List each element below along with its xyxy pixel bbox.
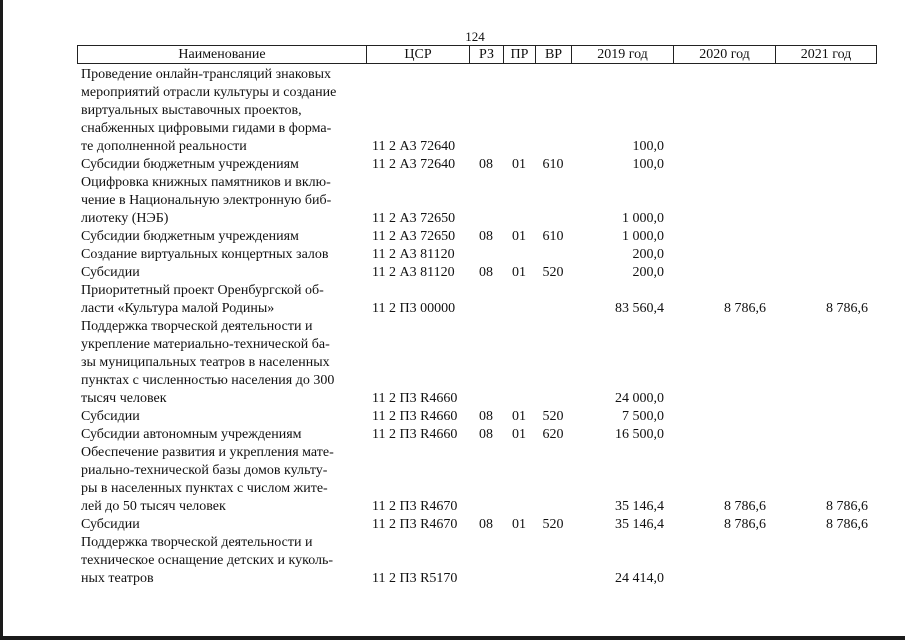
header-pr: ПР — [504, 46, 536, 63]
row-name-line: Поддержка творческой деятельности и — [81, 319, 313, 334]
table-row — [77, 246, 877, 264]
page-number: 124 — [465, 29, 485, 44]
row-csr: 11 2 П3 R4660 — [372, 391, 458, 406]
table-row — [77, 264, 877, 282]
row-name-line: чение в Национальную электронную биб- — [81, 193, 332, 208]
row-name — [77, 264, 366, 282]
row-pr: 01 — [512, 517, 526, 532]
row-pr: 01 — [512, 157, 526, 172]
row-vr: 610 — [542, 157, 564, 172]
row-rz: 08 — [479, 157, 493, 172]
row-name-line: Создание виртуальных концертных залов — [81, 247, 329, 262]
row-vr: 520 — [542, 409, 564, 424]
row-2020: 8 786,6 — [724, 301, 766, 316]
row-name — [77, 282, 366, 318]
row-pr: 01 — [512, 265, 526, 280]
row-2019: 35 146,4 — [615, 499, 664, 514]
row-csr: 11 2 П3 R4660 — [372, 427, 458, 442]
row-name-line: Субсидии — [81, 517, 140, 532]
row-csr: 11 2 А3 81120 — [372, 265, 455, 280]
row-rz: 08 — [479, 265, 493, 280]
row-rz: 08 — [479, 229, 493, 244]
table-row — [77, 174, 877, 228]
row-name-line: Субсидии — [81, 409, 140, 424]
row-csr: 11 2 А3 72650 — [372, 211, 456, 226]
table-row — [77, 156, 877, 174]
row-name-line: Субсидии бюджетным учреждениям — [81, 157, 299, 172]
row-2019: 100,0 — [632, 139, 664, 154]
row-2021: 8 786,6 — [826, 301, 868, 316]
table-row — [77, 66, 877, 156]
row-name-line: снабженных цифровыми гидами в форма- — [81, 121, 332, 136]
row-2019: 100,0 — [632, 157, 664, 172]
row-2019: 200,0 — [632, 247, 664, 262]
table-row — [77, 426, 877, 444]
row-name-line: лей до 50 тысяч человек — [81, 499, 226, 514]
table-row — [77, 282, 877, 318]
row-2019: 83 560,4 — [615, 301, 664, 316]
header-vr: ВР — [536, 46, 572, 63]
header-rz: РЗ — [470, 46, 504, 63]
row-csr: 11 2 П3 R5170 — [372, 571, 458, 586]
header-name: Наименование — [78, 46, 367, 63]
row-rz: 08 — [479, 409, 493, 424]
row-2019: 24 000,0 — [615, 391, 664, 406]
table-row — [77, 534, 877, 588]
row-name-line: тысяч человек — [81, 391, 167, 406]
row-csr: 11 2 П3 R4670 — [372, 517, 458, 532]
row-name — [77, 534, 366, 588]
row-2019: 200,0 — [632, 265, 664, 280]
row-name — [77, 246, 366, 264]
table-row — [77, 444, 877, 516]
row-vr: 520 — [542, 517, 564, 532]
row-name-line: укрепление материально-технической ба- — [81, 337, 330, 352]
table-body — [77, 66, 877, 588]
row-csr: 11 2 А3 72650 — [372, 229, 456, 244]
table-header — [77, 45, 877, 64]
row-2019: 16 500,0 — [615, 427, 664, 442]
row-name — [77, 174, 366, 228]
table-row — [77, 408, 877, 426]
row-csr: 11 2 П3 R4660 — [372, 409, 458, 424]
row-2019: 1 000,0 — [622, 211, 664, 226]
row-name-line: зы муниципальных театров в населенных — [81, 355, 330, 370]
page-left-edge — [0, 0, 3, 640]
row-name-line: Субсидии автономным учреждениям — [81, 427, 302, 442]
row-name — [77, 426, 366, 444]
row-name — [77, 318, 366, 408]
table-row — [77, 318, 877, 408]
row-name — [77, 516, 366, 534]
row-name-line: Субсидии бюджетным учреждениям — [81, 229, 299, 244]
page-bottom-edge — [0, 636, 905, 640]
row-2020: 8 786,6 — [724, 517, 766, 532]
row-2019: 24 414,0 — [615, 571, 664, 586]
row-name-line: пунктах с численностью населения до 300 — [81, 373, 335, 388]
row-csr: 11 2 П3 R4670 — [372, 499, 458, 514]
row-name-line: Проведение онлайн-трансляций знаковых — [81, 67, 331, 82]
header-csr: ЦСР — [367, 46, 470, 63]
row-pr: 01 — [512, 427, 526, 442]
row-vr: 610 — [542, 229, 564, 244]
row-2019: 7 500,0 — [622, 409, 664, 424]
header-2020: 2020 год — [674, 46, 776, 63]
row-pr: 01 — [512, 229, 526, 244]
row-name — [77, 228, 366, 246]
row-name-line: Приоритетный проект Оренбургской об- — [81, 283, 324, 298]
row-name-line: Обеспечение развития и укрепления мате- — [81, 445, 334, 460]
row-name-line: ры в населенных пунктах с числом жите- — [81, 481, 328, 496]
row-csr: 11 2 А3 72640 — [372, 157, 456, 172]
row-name-line: техническое оснащение детских и куколь- — [81, 553, 334, 568]
row-2021: 8 786,6 — [826, 499, 868, 514]
row-rz: 08 — [479, 517, 493, 532]
header-2021: 2021 год — [800, 47, 852, 62]
row-name-line: ных театров — [81, 571, 154, 586]
table-row — [77, 516, 877, 534]
row-name-line: Субсидии — [81, 265, 140, 280]
row-name-line: Поддержка творческой деятельности и — [81, 535, 313, 550]
row-2020: 8 786,6 — [724, 499, 766, 514]
row-name-line: мероприятий отрасли культуры и создание — [81, 85, 337, 100]
row-name — [77, 444, 366, 516]
row-2021: 8 786,6 — [826, 517, 868, 532]
row-name — [77, 156, 366, 174]
row-csr: 11 2 А3 72640 — [372, 139, 456, 154]
row-name — [77, 408, 366, 426]
row-vr: 620 — [542, 427, 564, 442]
table-row — [77, 228, 877, 246]
row-vr: 520 — [542, 265, 564, 280]
row-name-line: риально-технической базы домов культу- — [81, 463, 328, 478]
row-name-line: те дополненной реальности — [81, 139, 247, 154]
row-name — [77, 66, 366, 156]
row-rz: 08 — [479, 427, 493, 442]
row-pr: 01 — [512, 409, 526, 424]
row-csr: 11 2 А3 81120 — [372, 247, 455, 262]
row-name-line: Оцифровка книжных памятников и вклю- — [81, 175, 331, 190]
row-2019: 35 146,4 — [615, 517, 664, 532]
row-name-line: ласти «Культура малой Родины» — [81, 301, 275, 316]
row-name-line: виртуальных выставочных проектов, — [81, 103, 302, 118]
row-csr: 11 2 П3 00000 — [372, 301, 456, 316]
header-2019: 2019 год — [572, 46, 674, 63]
row-name-line: лиотеку (НЭБ) — [81, 211, 169, 226]
row-2019: 1 000,0 — [622, 229, 664, 244]
